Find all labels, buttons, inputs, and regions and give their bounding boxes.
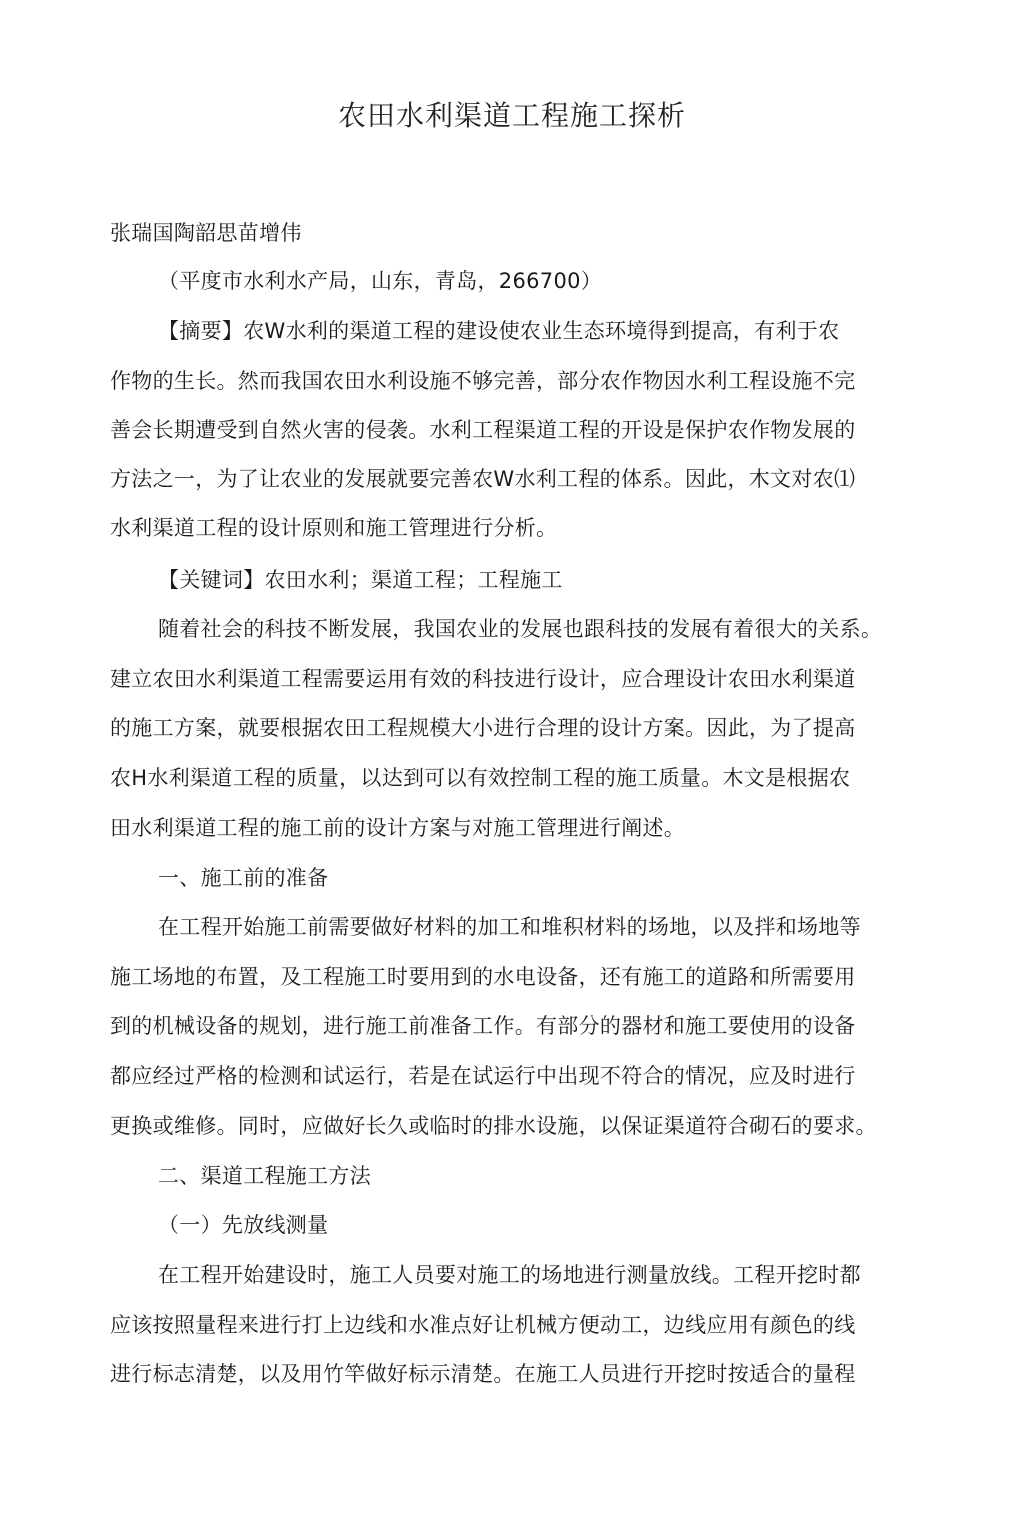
keywords-label: 【关键词】 [158,568,265,592]
authors: 张瑞国陶韶思苗增伟 [110,221,302,245]
abstract-line: 方法之一，为了让农业的发展就要完善农W水利工程的体系。因此，木文对农⑴ [110,467,856,491]
intro-line: 田水利渠道工程的施工前的设计方案与对施工管理进行阐述。 [110,816,686,840]
abstract-label: 【摘要】 [158,319,244,343]
intro-line: 的施工方案，就要根据农田工程规模大小进行合理的设计方案。因此，为了提高 [110,716,856,740]
abstract-line: 水利渠道工程的设计原则和施工管理进行分析。 [110,516,558,540]
section-heading: 二、渠道工程施工方法 [158,1164,371,1188]
section1-line: 都应经过严格的检测和试运行，若是在试运行中出现不符合的情况，应及时进行 [110,1064,856,1088]
keywords-line [158,565,563,595]
section1-line: 到的机械设备的规划，进行施工前准备工作。有部分的器材和施工要使用的设备 [110,1014,856,1038]
abstract-line: 善会长期遭受到自然火害的侵袭。水利工程渠道工程的开设是保护农作物发展的 [110,418,856,442]
abstract-text: 农W水利的渠道工程的建设使农业生态环境得到提高，有利于农 [243,319,840,343]
subsection-heading: （一）先放线测量 [158,1213,329,1237]
section-heading: 一、施工前的准备 [158,866,329,890]
intro-line: 随着社会的科技不断发展，我国农业的发展也跟科技的发展有着很大的关系。 [158,617,883,641]
abstract-line [158,316,839,346]
section1-line: 更换或维修。同时，应做好长久或临时的排水设施，以保证渠道符合砌石的要求。 [110,1114,877,1138]
affiliation: （平度市水利水产局，山东，青岛，266700） [158,269,603,293]
section1-line: 施工场地的布置，及工程施工时要用到的水电设备，还有施工的道路和所需要用 [110,965,856,989]
intro-line: 农H水利渠道工程的质量，以达到可以有效控制工程的施工质量。木文是根据农 [110,766,851,790]
intro-line: 建立农田水利渠道工程需要运用有效的科技进行设计，应合理设计农田水利渠道 [110,667,856,691]
document-title: 农田水利渠道工程施工探析 [337,99,686,132]
keywords-text: 农田水利；渠道工程；工程施工 [264,568,563,592]
section2-line: 进行标志清楚，以及用竹竿做好标示清楚。在施工人员进行开挖时按适合的量程 [110,1362,856,1386]
abstract-line: 作物的生长。然而我国农田水利设施不够完善，部分农作物因水利工程设施不完 [110,369,856,393]
section2-line: 应该按照量程来进行打上边线和水准点好让机械方便动工，边线应用有颜色的线 [110,1313,856,1337]
section2-line: 在工程开始建设时，施工人员要对施工的场地进行测量放线。工程开挖时都 [158,1263,861,1287]
section1-line: 在工程开始施工前需要做好材料的加工和堆积材料的场地，以及拌和场地等 [158,915,861,939]
